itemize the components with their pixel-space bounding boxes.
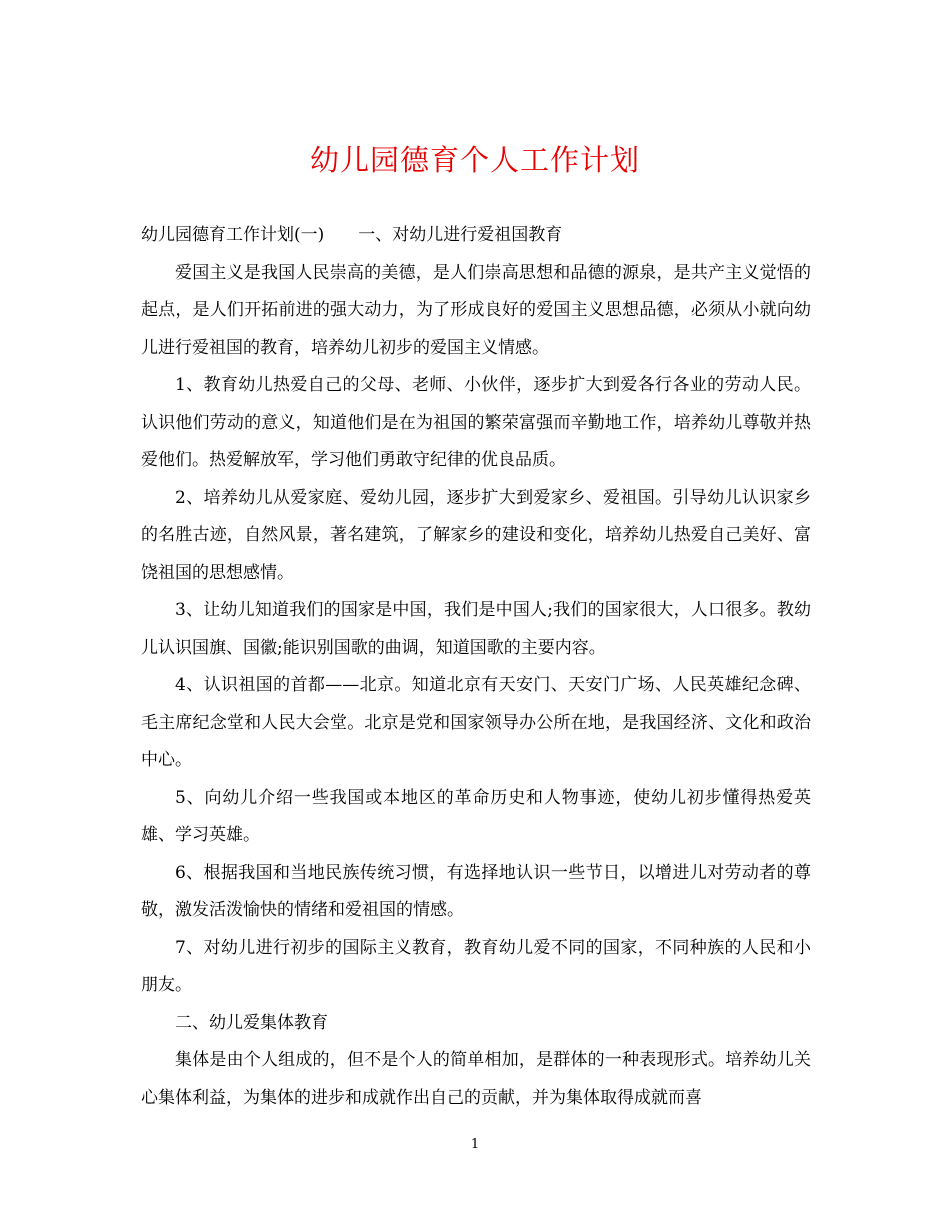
paragraph-item-1: 1、教育幼儿热爱自己的父母、老师、小伙伴，逐步扩大到爱各行各业的劳动人民。认识他们劳动的意义，知道他们是在为祖国的繁荣富强而辛勤地工作，培养幼儿尊敬并热爱他们。热爱解放军，学习他们勇敢守纪律的优良品质。	[141, 375, 811, 470]
paragraph-item-5: 5、向幼儿介绍一些我国或本地区的革命历史和人物事迹，使幼儿初步懂得热爱英雄、学习英雄。	[141, 787, 811, 845]
paragraph-item-3: 3、让幼儿知道我们的国家是中国，我们是中国人;我们的国家很大，人口很多。教幼儿认识国旗、国徽;能识别国歌的曲调，知道国歌的主要内容。	[141, 600, 811, 658]
paragraph-patriotism-intro: 爱国主义是我国人民崇高的美德，是人们崇高思想和品德的源泉，是共产主义觉悟的起点，是人们开拓前进的强大动力，为了形成良好的爱国主义思想品德，必须从小就向幼儿进行爱祖国的教育，培养幼儿初步的爱国主义情感。	[141, 262, 811, 358]
document-body	[141, 217, 811, 1117]
paragraph-item-4: 4、认识祖国的首都——北京。知道北京有天安门、天安门广场、人民英雄纪念碑、毛主席纪念堂和人民大会堂。北京是党和国家领导办公所在地，是我国经济、文化和政治中心。	[141, 675, 811, 770]
document-title: 幼儿园德育个人工作计划	[309, 143, 640, 177]
paragraph-collective-intro: 集体是由个人组成的，但不是个人的简单相加，是群体的一种表现形式。培养幼儿关心集体利益，为集体的进步和成就作出自己的贡献，并为集体取得成就而喜	[141, 1050, 811, 1108]
paragraph-item-2: 2、培养幼儿从爱家庭、爱幼儿园，逐步扩大到爱家乡、爱祖国。引导幼儿认识家乡的名胜古迹，自然风景，著名建筑，了解家乡的建设和变化，培养幼儿热爱自己美好、富饶祖国的思想感情。	[141, 487, 811, 583]
intro-line: 幼儿园德育工作计划(一) 一、对幼儿进行爱祖国教育	[141, 225, 563, 245]
paragraph-item-7: 7、对幼儿进行初步的国际主义教育，教育幼儿爱不同的国家，不同种族的人民和小朋友。	[141, 937, 811, 995]
paragraph-item-6: 6、根据我国和当地民族传统习惯，有选择地认识一些节日，以增进儿对劳动者的尊敬，激发活泼愉快的情绪和爱祖国的情感。	[141, 862, 811, 920]
section-heading-collective: 二、幼儿爱集体教育	[175, 1012, 328, 1033]
page-number: 1	[470, 1137, 480, 1152]
